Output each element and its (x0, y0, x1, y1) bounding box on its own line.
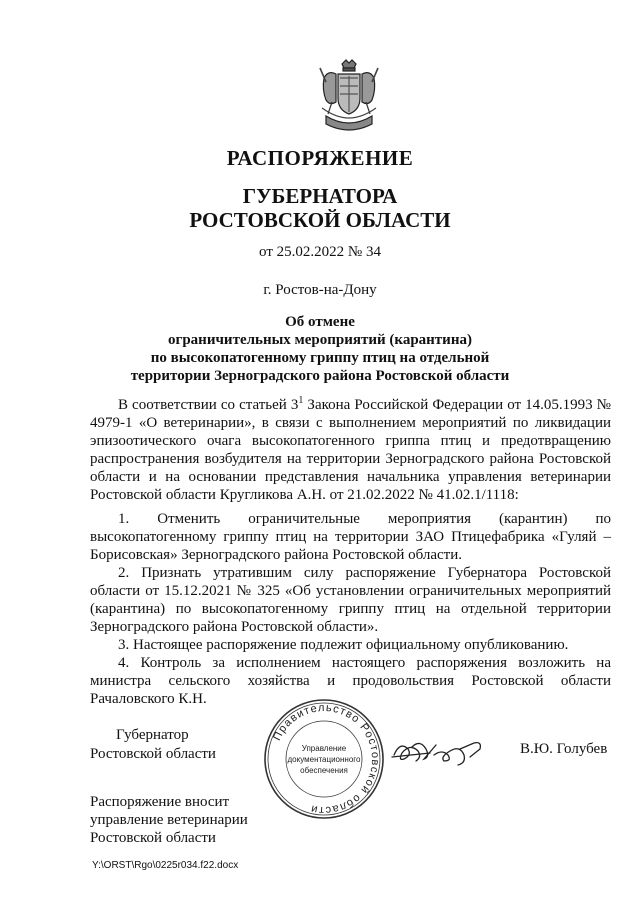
seal-ring-text: Правительство Ростовской области (271, 701, 382, 817)
subject-line-2: ограничительных мероприятий (карантина) (168, 332, 472, 348)
signer-name: В.Ю. Голубев (520, 741, 608, 757)
document-subject (0, 313, 640, 385)
submitted-by-note (90, 793, 248, 847)
date-and-number: от 25.02.2022 № 34 (259, 244, 381, 260)
note-line-3: Ростовской области (90, 830, 216, 846)
preamble-paragraph (90, 392, 611, 504)
city: г. Ростов-на-Дону (263, 282, 377, 298)
authority-line-2: РОСТОВСКОЙ ОБЛАСТИ (189, 208, 451, 232)
file-path: Y:\ORST\Rgo\0225r034.f22.docx (92, 860, 239, 871)
seal-center-line-1: Управление (301, 744, 347, 753)
preamble-text-1: В соответствии со статьей 3 (118, 397, 299, 413)
seal-center-line-3: обеспечения (300, 766, 348, 775)
item-3: 3. Настоящее распоряжение подлежит официальному опубликованию. (118, 637, 569, 653)
seal-center-line-2: документационного (287, 755, 361, 764)
authority-line-1: ГУБЕРНАТОРА (242, 184, 398, 208)
handwritten-signature (390, 735, 518, 769)
subject-line-1: Об отмене (285, 314, 355, 330)
note-line-2: управление ветеринарии (90, 812, 248, 828)
position-line-1: Губернатор (116, 727, 189, 743)
signatory-position (90, 726, 216, 764)
item-1: 1. Отменить ограничительные мероприятия (карантин) по высокопатогенному гриппу птиц на территории ЗАО Птицефабрика «Гуляй – Борисовская» Зерноградского района Ростовской области. (90, 511, 611, 563)
document-type-title: РАСПОРЯЖЕНИЕ (226, 146, 414, 170)
position-line-2: Ростовской области (90, 746, 216, 762)
note-line-1: Распоряжение вносит (90, 794, 230, 810)
preamble-superscript: 1 (298, 395, 304, 406)
official-seal (262, 697, 386, 821)
subject-line-3: по высокопатогенному гриппу птиц на отдельной (150, 350, 490, 366)
preamble-text-2: Закона Российской Федерации от 14.05.1993 № 4979-1 «О ветеринарии», в связи с выполнением мероприятий по ликвидации эпизоотического очага высокопатогенного гриппа птиц и предотвращению распространения возбудителя на территории Зерноградского района Ростовской области и на основании представления начальника управления ветеринарии Ростовской области Кругликова А.Н. от 21.02.2022 № 41.02.1/1118: (90, 397, 611, 503)
coat-of-arms-emblem (316, 58, 382, 138)
subject-line-4: территории Зерноградского района Ростовской области (130, 368, 510, 384)
issuing-authority (0, 184, 640, 232)
item-2: 2. Признать утратившим силу распоряжение Губернатора Ростовской области от 15.12.2021 № 325 «Об установлении ограничительных мероприятий (карантина) по высокопатогенному гриппу птиц на отдельной территории Зерноградского района Ростовской области». (90, 565, 611, 635)
item-4: 4. Контроль за исполнением настоящего распоряжения возложить на министра сельского хозяйства и продовольствия Ростовской области Рачаловского К.Н. (90, 655, 611, 707)
